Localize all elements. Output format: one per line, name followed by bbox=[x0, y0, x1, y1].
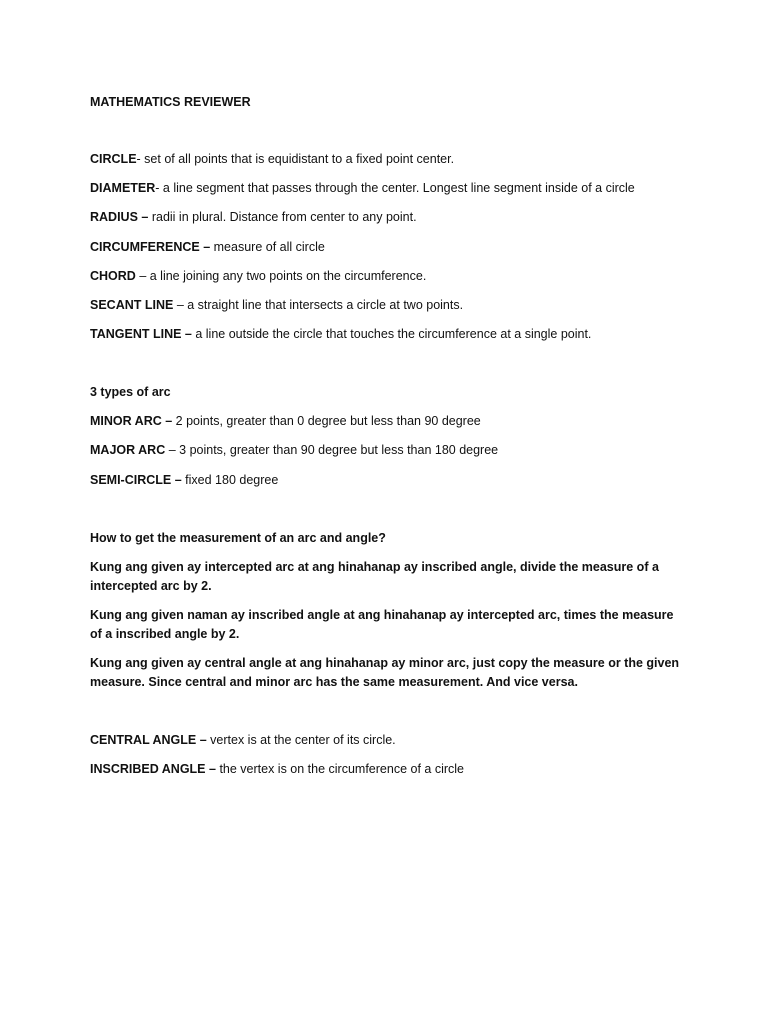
arc-heading: 3 types of arc bbox=[90, 385, 171, 399]
definition-term: TANGENT LINE – bbox=[90, 327, 192, 341]
arc-text: 2 points, greater than 0 degree but less than 90 degree bbox=[175, 414, 481, 428]
definition-term: CIRCUMFERENCE – bbox=[90, 240, 211, 254]
definition-diameter: DIAMETER- a line segment that passes through the center. Longest line segment inside of a circle bbox=[90, 181, 635, 195]
definition-text: a straight line that intersects a circle at two points. bbox=[187, 298, 464, 312]
arc-term: SEMI-CIRCLE – bbox=[90, 473, 182, 487]
angle-term: CENTRAL ANGLE – bbox=[90, 733, 207, 747]
angle-text: vertex is at the center of its circle. bbox=[210, 733, 396, 747]
arc-text: 3 points, greater than 90 degree but less than 180 degree bbox=[179, 443, 499, 457]
arc-minor bbox=[90, 412, 690, 431]
definition-secant-line: SECANT LINE – a straight line that intersects a circle at two points. bbox=[90, 298, 464, 312]
definition-text: measure of all circle bbox=[213, 240, 325, 254]
definition-term: CIRCLE bbox=[90, 152, 137, 166]
definition-text: set of all points that is equidistant to a fixed point center. bbox=[144, 152, 455, 166]
definition-term: SECANT LINE bbox=[90, 298, 174, 312]
definition-circle: CIRCLE- set of all points that is equidistant to a fixed point center. bbox=[90, 152, 455, 166]
arc-semi-circle bbox=[90, 471, 690, 490]
definition-text: a line segment that passes through the center. Longest line segment inside of a circle bbox=[162, 181, 635, 195]
document-title: MATHEMATICS REVIEWER bbox=[90, 95, 251, 109]
angle-inscribed bbox=[90, 760, 690, 779]
arc-term: MINOR ARC – bbox=[90, 414, 173, 428]
angle-term: INSCRIBED ANGLE – bbox=[90, 762, 216, 776]
definition-term: DIAMETER bbox=[90, 181, 156, 195]
definition-radius bbox=[90, 208, 690, 227]
arc-term: MAJOR ARC bbox=[90, 443, 166, 457]
arc-text: fixed 180 degree bbox=[185, 473, 279, 487]
definition-term: CHORD bbox=[90, 269, 136, 283]
definition-text: a line joining any two points on the circumference. bbox=[149, 269, 427, 283]
measure-rule-1: Kung ang given ay intercepted arc at ang hinahanap ay inscribed angle, divide the measure of a intercepted arc by 2. bbox=[90, 560, 659, 593]
angle-text: the vertex is on the circumference of a circle bbox=[219, 762, 464, 776]
measure-rule-3: Kung ang given ay central angle at ang hinahanap ay minor arc, just copy the measure or the given measure. Since central and minor arc has the same measurement. And vice versa. bbox=[90, 656, 680, 689]
definition-circumference bbox=[90, 238, 690, 257]
definition-tangent-line bbox=[90, 325, 690, 344]
arc-major: MAJOR ARC – 3 points, greater than 90 degree but less than 180 degree bbox=[90, 443, 499, 457]
definition-chord: CHORD – a line joining any two points on the circumference. bbox=[90, 269, 427, 283]
definition-text: a line outside the circle that touches the circumference at a single point. bbox=[195, 327, 592, 341]
measure-rule-2: Kung ang given naman ay inscribed angle at ang hinahanap ay intercepted arc, times the measure of a inscribed angle by 2. bbox=[90, 608, 674, 641]
definition-text: radii in plural. Distance from center to any point. bbox=[151, 210, 417, 224]
measure-heading: How to get the measurement of an arc and angle? bbox=[90, 531, 386, 545]
definition-term: RADIUS – bbox=[90, 210, 149, 224]
angle-central bbox=[90, 731, 690, 750]
